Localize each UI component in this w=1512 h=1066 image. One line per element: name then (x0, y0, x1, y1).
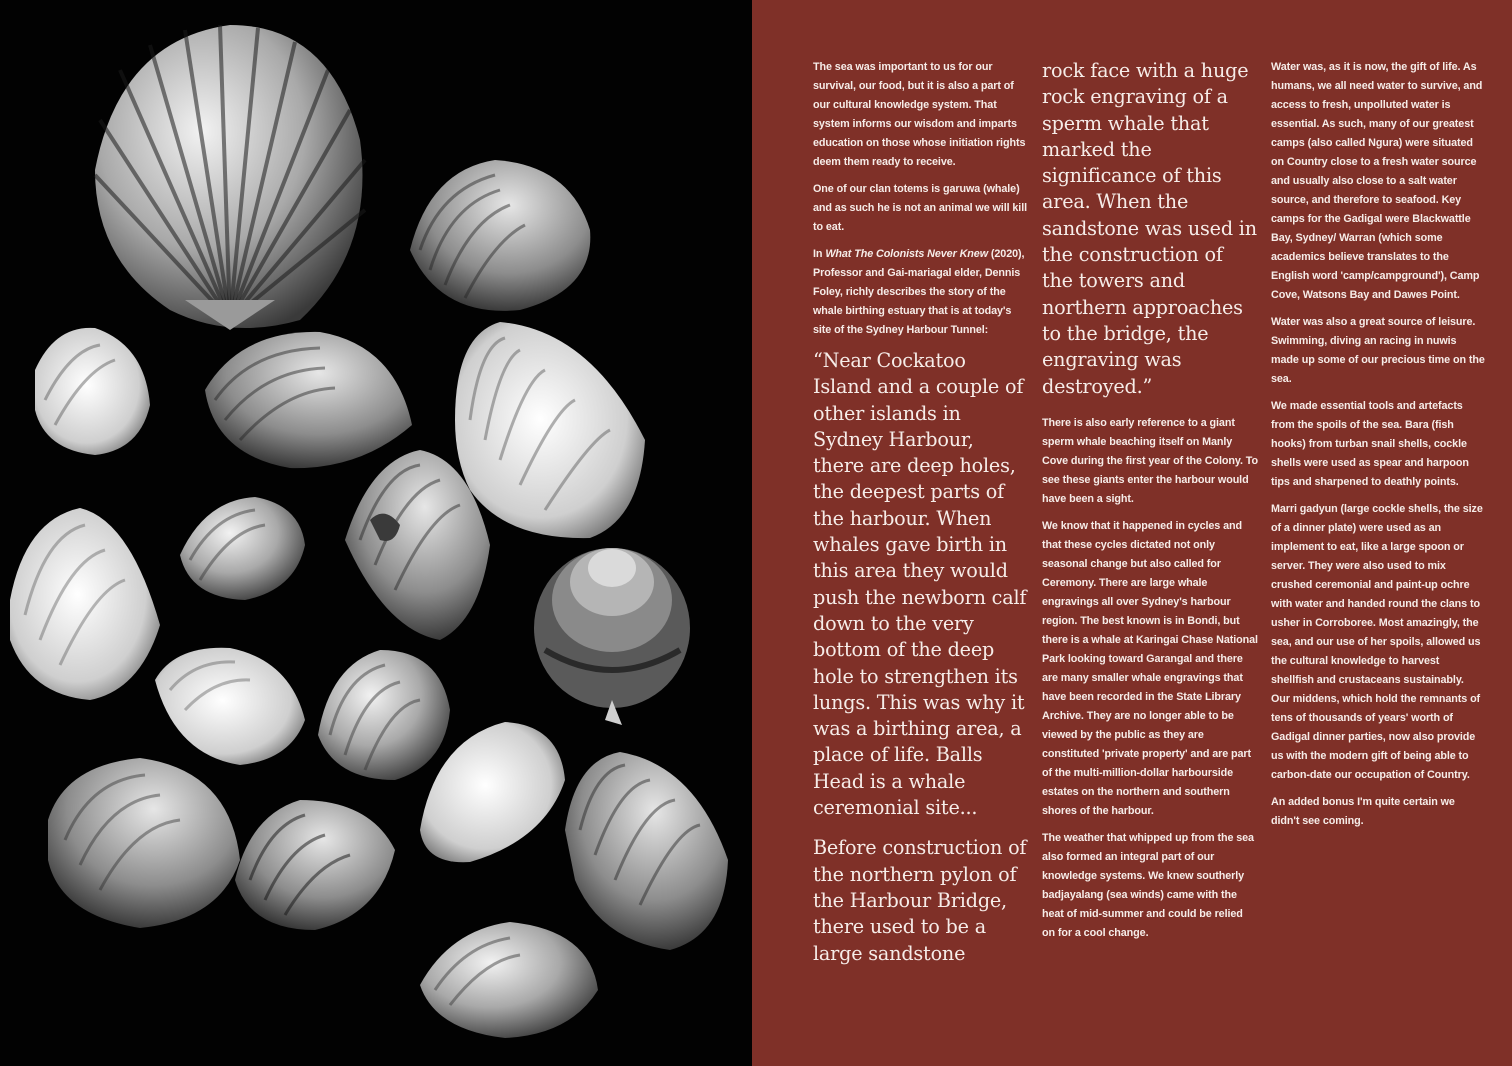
pull-quote-end: rock face with a huge rock engraving of a sperm whale that marked the significance of this area. When the sandstone was used in the construction of the towers and northern approaches to the bridge, the engraving was destroyed.” (1042, 59, 1257, 398)
paragraph: Water was, as it is now, the gift of life. As humans, we all need water to survive, and access to fresh, unpolluted water is essential. As such, many of our greatest camps (also called Ngura) were situated on Country close to a fresh water source and usually also close to a salt water source, and therefore to seafood. Key camps for the Gadigal were Blackwattle Bay, Sydney/ Warran (which some academics believe translates to the English word 'camp/campground'), Camp Cove, Watsons Bay and Dawes Point. (1271, 61, 1483, 301)
paragraph: There is also early reference to a giant sperm whale beaching itself on Manly Cove during the first year of the Colony. To see these giants enter the harbour would have been a sight. (1042, 416, 1258, 505)
text-column-1 (813, 58, 1027, 981)
pull-quote-continued: Before construction of the northern pylon of the Harbour Bridge, there used to be a large sandstone (813, 836, 1027, 965)
text-column-3 (1271, 58, 1485, 839)
paragraph-rest: (2020), Professor and Gai-mariagal elder, Dennis Foley, richly describes the story of the whale birthing estuary that is at today's site of the Sydney Harbour Tunnel: (813, 248, 1025, 336)
text-column-2 (1042, 58, 1258, 951)
paragraph-intro: In (813, 248, 823, 260)
paragraph: Water was also a great source of leisure. Swimming, diving an racing in nuwis made up some of our precious time on the sea. (1271, 316, 1485, 385)
article-page (752, 0, 1512, 1066)
paragraph: One of our clan totems is garuwa (whale) and as such he is not an animal we will kill to eat. (813, 183, 1028, 233)
paragraph: The weather that whipped up from the sea also formed an integral part of our knowledge systems. We knew southerly badjayalang (sea winds) came with the heat of mid-summer and could be relied on for a cool change. (1042, 831, 1254, 939)
paragraph: We know that it happened in cycles and that these cycles dictated not only seasonal change but also called for Ceremony. There are large whale engravings all over Sydney's harbour region. The best known is in Bondi, but there is a whale at Karingai Chase National Park looking toward Garangal and there are many smaller whale engravings that have been recorded in the State Library Archive. They are no longer able to be viewed by the public as they are constituted 'private property' and are part of the multi-million-dollar harbourside estates on the northern and southern shores of the harbour. (1042, 519, 1258, 817)
shells-photograph (0, 0, 752, 1066)
paragraph: We made essential tools and artefacts from the spoils of the sea. Bara (fish hooks) from turban snail shells, cockle shells were used as spear and harpoon tips and sharpened to deathly points. (1271, 400, 1469, 488)
book-title: What The Colonists Never Knew (825, 248, 988, 260)
pull-quote: “Near Cockatoo Island and a couple of other islands in Sydney Harbour, there are deep holes, the deepest parts of the harbour. When whales gave birth in this area they would push the newborn calf down to the very bottom of the deep hole to strengthen its lungs. This was why it was a birthing area, a place of life. Balls Head is a whale ceremonial site... (813, 349, 1027, 820)
paragraph: An added bonus I'm quite certain we didn't see coming. (1271, 796, 1455, 827)
paragraph (813, 245, 1027, 340)
paragraph: The sea was important to us for our survival, our food, but it is also a part of our cultural knowledge system. That system informs our wisdom and imparts education on those whose initiation rights deem them ready to receive. (813, 61, 1026, 168)
paragraph: Marri gadyun (large cockle shells, the size of a dinner plate) were used as an implement to eat, like a large spoon or server. They were also used to mix crushed ceremonial and paint-up ochre with water and handed round the clans to usher in Corroboree. Most amazingly, the sea, and our use of her spoils, allowed us the cultural knowledge to harvest shellfish and crustaceans sustainably. Our middens, which hold the remnants of tens of thousands of years' worth of Gadigal dinner parties, now also provide us with the modern gift of being able to carbon-date our occupation of Country. (1271, 503, 1483, 781)
shells-photograph-icon (0, 0, 752, 1066)
